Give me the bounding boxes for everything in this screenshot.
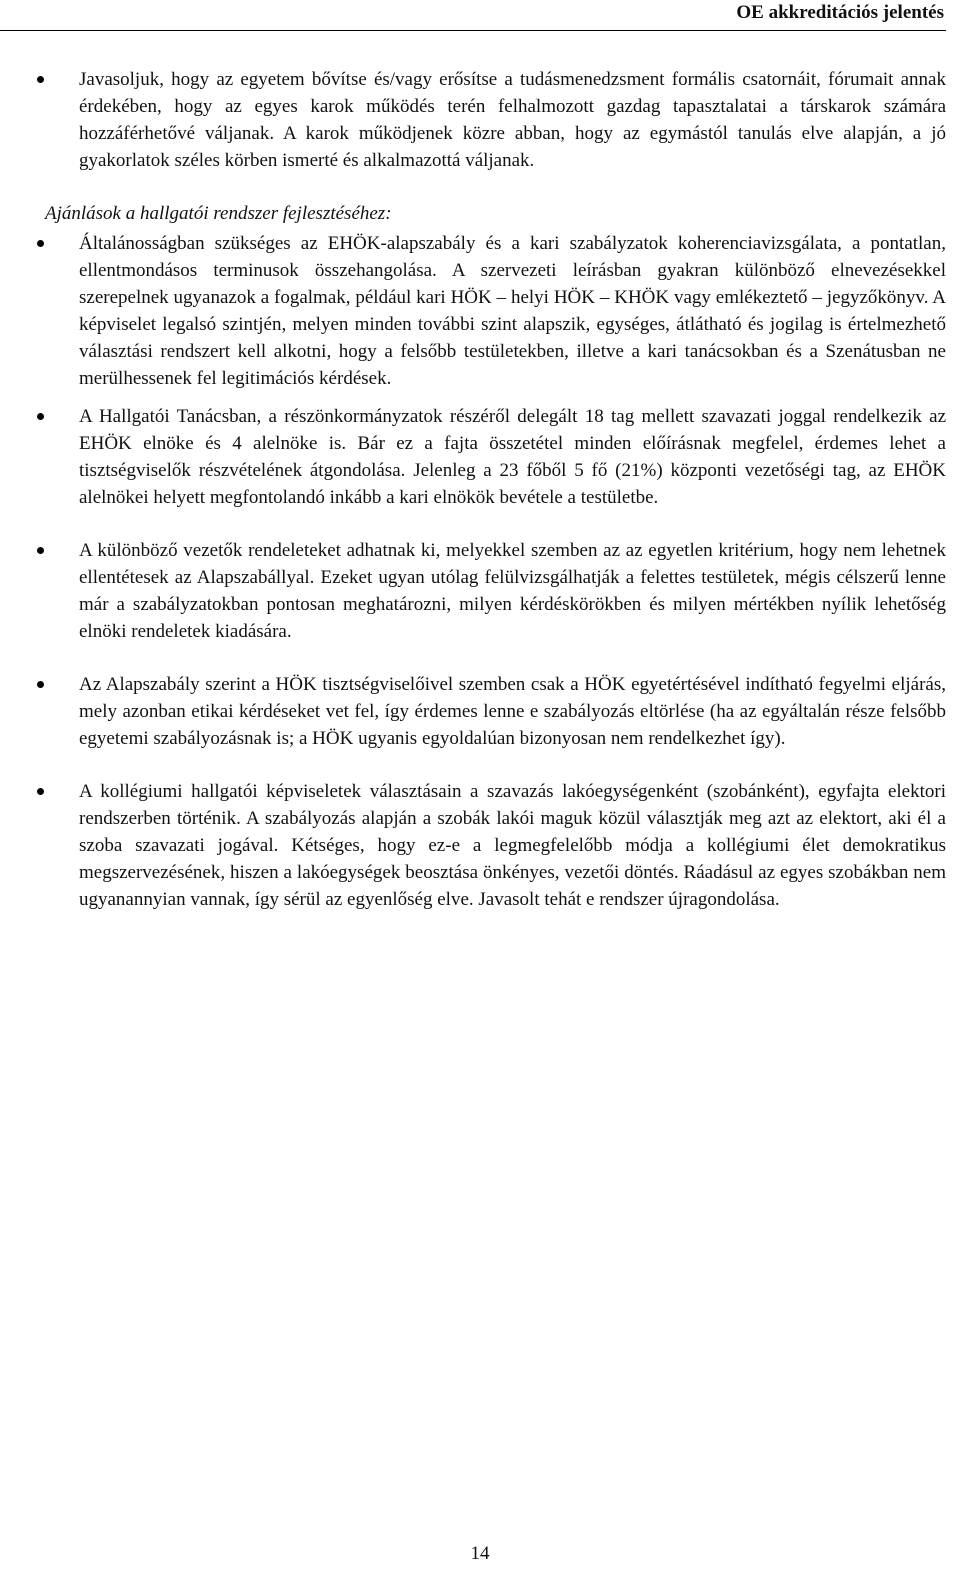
list-item-text: A különböző vezetők rendeleteket adhatnak ki, melyekkel szemben az az egyetlen kritérium, hogy nem lehetnek ellentétesek az Alapszabállyal. Ezeket ugyan utólag felülvizsgálhatják a felettes testületek, mégis célszerű lenne már a szabályzatokban pontosan meghatározni, milyen kérdéskörökben és milyen mértékben nyílik lehetőség elnöki rendeletek kiadására. [79,540,946,642]
list-item [0,537,946,645]
list-item [0,403,946,511]
intro-list-item [0,66,946,174]
bullet-icon [37,547,44,554]
page-number: 14 [470,1543,490,1564]
page-header [0,0,946,31]
list-item [0,230,946,392]
document-body [0,66,946,913]
list-item [0,778,946,913]
list-item-text: Az Alapszabály szerint a HÖK tisztségviselőivel szemben csak a HÖK egyetértésével indítható fegyelmi eljárás, mely azonban etikai kérdéseket vet fel, így érdemes lenne e szabályozás eltörlése (ha az egyáltalán része felsőbb egyetemi szabályozásnak is; a HÖK ugyanis egyoldalúan bizonyosan nem rendelkezhet így). [79,674,946,749]
bullet-icon [37,681,44,688]
section-heading: Ajánlások a hallgatói rendszer fejlesztéséhez: [45,203,392,224]
list-item-text: A kollégiumi hallgatói képviseletek választásain a szavazás lakóegységenként (szobánként), egyfajta elektori rendszerben történik. A szabályozás alapján a szobák lakói maguk közül választják meg azt az elektort, aki él a szoba szavazati jogával. Kétséges, hogy ez-e a legmegfelelőbb módja a kollégiumi élet demokratikus megszervezésének, hiszen a lakóegységek beosztása önkényes, vezetői döntés. Ráadásul az egyes szobákban nem ugyanannyian vannak, így sérül az egyenlőség elve. Javasolt tehát e rendszer újragondolása. [79,781,946,910]
bullet-icon [37,76,44,83]
intro-item-text: Javasoljuk, hogy az egyetem bővítse és/vagy erősítse a tudásmenedzsment formális csatornáit, fórumait annak érdekében, hogy az egyes karok működés terén felhalmozott gazdag tapasztalatai a társkarok számára hozzáférhetővé váljanak. A karok működjenek közre abban, hogy az egymástól tanulás elve alapján, a jó gyakorlatok széles körben ismerté és alkalmazottá váljanak. [79,69,946,171]
bullet-icon [37,788,44,795]
list-item-text: Általánosságban szükséges az EHÖK-alapszabály és a kari szabályzatok koherenciavizsgálata, a pontatlan, ellentmondásos terminusok összehangolása. A szervezeti leírásban gyakran különböző elnevezésekkel szerepelnek ugyanazok a fogalmak, például kari HÖK – helyi HÖK – KHÖK vagy emlékeztető – jegyzőkönyv. A képviselet legalsó szintjén, melyen minden további szint alapszik, egységes, átlátható és jogilag is értelmezhető választási rendszert kell alkotni, hogy a felsőbb testületekben, illetve a kari tanácsokban és a Szenátusban ne merülhessenek fel legitimációs kérdések. [79,233,946,389]
list-item [0,671,946,752]
list-item-text: A Hallgatói Tanácsban, a részönkormányzatok részéről delegált 18 tag mellett szavazati joggal rendelkezik az EHÖK elnöke és 4 alelnöke is. Bár ez a fajta összetétel minden előírásnak megfelel, érdemes lehet a tisztségviselők részvételének átgondolása. Jelenleg a 23 főből 5 fő (21%) központi vezetőségi tag, az EHÖK alelnökei helyett megfontolandó inkább a kari elnökök bevétele a testületbe. [79,406,946,508]
bullet-icon [37,413,44,420]
bullet-icon [37,240,44,247]
header-title: OE akkreditációs jelentés [736,2,944,23]
